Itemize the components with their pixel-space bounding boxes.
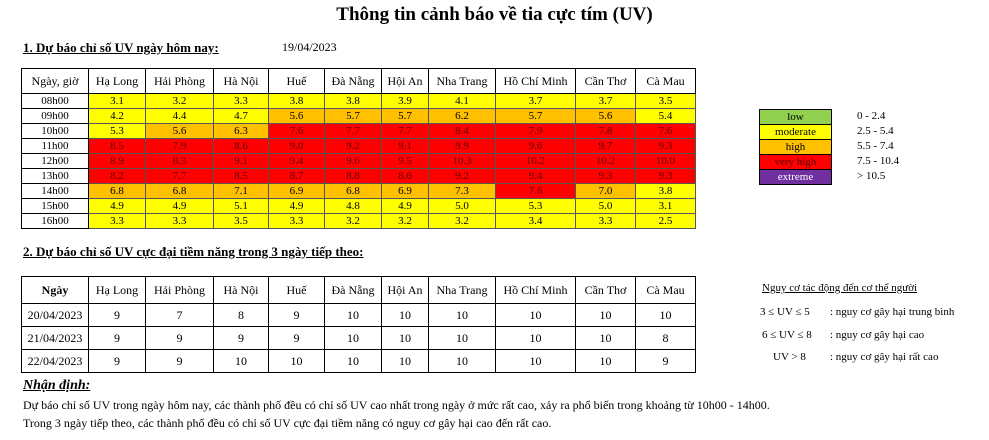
- uv-cell: 7.0: [576, 184, 636, 199]
- table-row: [22, 169, 696, 184]
- uv-cell: 3.2: [325, 214, 382, 229]
- city-header: Nha Trang: [429, 277, 496, 304]
- legend-swatch: extreme: [759, 169, 832, 185]
- risk-item: [760, 329, 924, 341]
- uv-cell: 5.1: [214, 199, 269, 214]
- uv-cell: 3.5: [214, 214, 269, 229]
- uv-max-cell: 9: [269, 327, 325, 350]
- uv-cell: 8.4: [429, 124, 496, 139]
- uv-cell: 9.6: [496, 139, 576, 154]
- uv-cell: 9.3: [636, 169, 696, 184]
- uv-cell: 5.6: [269, 109, 325, 124]
- uv-cell: 7.6: [496, 184, 576, 199]
- time-label: 08h00: [22, 94, 89, 109]
- uv-cell: 9.3: [576, 169, 636, 184]
- risk-desc: : nguy cơ gây hại rất cao: [830, 351, 939, 363]
- uv-max-cell: 10: [325, 350, 382, 373]
- uv-cell: 3.9: [382, 94, 429, 109]
- table-row: [22, 214, 696, 229]
- city-header: Hải Phòng: [146, 69, 214, 94]
- uv-cell: 4.7: [214, 109, 269, 124]
- forecast-date: 19/04/2023: [282, 40, 337, 54]
- uv-max-cell: 9: [269, 304, 325, 327]
- uv-cell: 8.7: [269, 169, 325, 184]
- uv-cell: 3.2: [429, 214, 496, 229]
- city-header: Huế: [269, 69, 325, 94]
- uv-max-cell: 8: [214, 304, 269, 327]
- table-header-row: [22, 277, 696, 304]
- risk-range: 3 ≤ UV ≤ 5: [760, 306, 810, 318]
- risk-range: 6 ≤ UV ≤ 8: [762, 329, 812, 341]
- city-header: Huế: [269, 277, 325, 304]
- uv-cell: 5.4: [636, 109, 696, 124]
- uv-cell: 6.9: [382, 184, 429, 199]
- table-row: [22, 109, 696, 124]
- city-header: Hạ Long: [89, 69, 146, 94]
- uv-cell: 9.5: [382, 154, 429, 169]
- uv-cell: 3.3: [214, 94, 269, 109]
- uv-cell: 5.7: [382, 109, 429, 124]
- legend-swatch: low: [759, 109, 832, 125]
- uv-cell: 5.6: [146, 124, 214, 139]
- uv-cell: 2.5: [636, 214, 696, 229]
- table-header-row: [22, 69, 696, 94]
- uv-cell: 8.9: [89, 154, 146, 169]
- uv-cell: 8.2: [89, 169, 146, 184]
- uv-max-cell: 10: [576, 350, 636, 373]
- uv-cell: 3.2: [146, 94, 214, 109]
- city-header: Cần Thơ: [576, 69, 636, 94]
- city-header: Đà Nẵng: [325, 277, 382, 304]
- city-header: Cần Thơ: [576, 277, 636, 304]
- uv-max-cell: 10: [382, 304, 429, 327]
- city-header: Hội An: [382, 277, 429, 304]
- uv-max-cell: 10: [325, 304, 382, 327]
- uv-cell: 4.4: [146, 109, 214, 124]
- uv-cell: 8.8: [325, 169, 382, 184]
- uv-max-cell: 9: [214, 327, 269, 350]
- uv-max-cell: 8: [636, 327, 696, 350]
- risk-title: Nguy cơ tác động đến cơ thể người: [762, 282, 918, 294]
- uv-max-cell: 7: [146, 304, 214, 327]
- uv-cell: 9.2: [429, 169, 496, 184]
- city-header: Hồ Chí Minh: [496, 277, 576, 304]
- uv-max-cell: 10: [636, 304, 696, 327]
- time-label: 13h00: [22, 169, 89, 184]
- uv-cell: 4.9: [146, 199, 214, 214]
- uv-max-cell: 10: [429, 304, 496, 327]
- uv-cell: 3.5: [636, 94, 696, 109]
- uv-cell: 9.1: [214, 154, 269, 169]
- city-header: Cà Mau: [636, 277, 696, 304]
- uv-max-cell: 10: [576, 327, 636, 350]
- uv-max-cell: 9: [89, 327, 146, 350]
- uv-cell: 7.7: [382, 124, 429, 139]
- uv-cell: 7.7: [325, 124, 382, 139]
- uv-cell: 8.6: [382, 169, 429, 184]
- table-row: [22, 139, 696, 154]
- uv-cell: 9.4: [496, 169, 576, 184]
- time-label: 16h00: [22, 214, 89, 229]
- uv-max-cell: 10: [429, 350, 496, 373]
- table-row: [22, 199, 696, 214]
- uv-cell: 3.3: [576, 214, 636, 229]
- uv-max-cell: 10: [214, 350, 269, 373]
- table-row: [22, 184, 696, 199]
- corner-label: Ngày: [22, 277, 89, 304]
- uv-cell: 3.1: [89, 94, 146, 109]
- uv-cell: 9.4: [269, 154, 325, 169]
- risk-desc: : nguy cơ gây hại trung bình: [830, 306, 955, 318]
- uv-cell: 3.2: [382, 214, 429, 229]
- uv-cell: 4.1: [429, 94, 496, 109]
- table-row: [22, 350, 696, 373]
- uv-cell: 3.8: [269, 94, 325, 109]
- date-label: 20/04/2023: [22, 304, 89, 327]
- uv-max-cell: 9: [146, 327, 214, 350]
- uv-cell: 7.1: [214, 184, 269, 199]
- uv-max-cell: 9: [146, 350, 214, 373]
- risk-item: [760, 306, 954, 318]
- time-label: 09h00: [22, 109, 89, 124]
- city-header: Hà Nội: [214, 277, 269, 304]
- uv-cell: 4.9: [382, 199, 429, 214]
- city-header: Hải Phòng: [146, 277, 214, 304]
- time-label: 14h00: [22, 184, 89, 199]
- city-header: Nha Trang: [429, 69, 496, 94]
- table-row: [22, 124, 696, 139]
- time-label: 15h00: [22, 199, 89, 214]
- uv-cell: 4.9: [89, 199, 146, 214]
- uv-max-3day-table: [21, 276, 696, 373]
- uv-cell: 6.8: [325, 184, 382, 199]
- uv-cell: 5.0: [576, 199, 636, 214]
- risk-item: [760, 351, 938, 363]
- uv-cell: 7.6: [636, 124, 696, 139]
- city-header: Hạ Long: [89, 277, 146, 304]
- uv-cell: 5.0: [429, 199, 496, 214]
- uv-cell: 3.7: [576, 94, 636, 109]
- uv-hourly-table: [21, 68, 696, 229]
- note-line: Trong 3 ngày tiếp theo, các thành phố đều có chỉ số UV cực đại tiềm năng có nguy cơ gây hại cao đến rất cao.: [23, 416, 552, 430]
- uv-cell: 10.3: [429, 154, 496, 169]
- uv-cell: 3.8: [636, 184, 696, 199]
- uv-cell: 6.8: [89, 184, 146, 199]
- uv-cell: 3.3: [146, 214, 214, 229]
- date-label: 22/04/2023: [22, 350, 89, 373]
- legend-range: 2.5 - 5.4: [857, 125, 894, 137]
- uv-cell: 9.2: [325, 139, 382, 154]
- uv-cell: 4.9: [269, 199, 325, 214]
- uv-cell: 7.7: [146, 169, 214, 184]
- uv-cell: 5.7: [325, 109, 382, 124]
- uv-cell: 3.3: [89, 214, 146, 229]
- legend-swatch: moderate: [759, 124, 832, 140]
- section2-heading: 2. Dự báo chỉ số UV cực đại tiềm năng trong 3 ngày tiếp theo:: [23, 244, 364, 259]
- page-title: Thông tin cảnh báo về tia cực tím (UV): [336, 4, 653, 25]
- uv-max-cell: 10: [429, 327, 496, 350]
- city-header: Hội An: [382, 69, 429, 94]
- time-label: 12h00: [22, 154, 89, 169]
- uv-cell: 5.7: [496, 109, 576, 124]
- table-row: [22, 154, 696, 169]
- uv-cell: 8.5: [89, 139, 146, 154]
- uv-cell: 6.3: [214, 124, 269, 139]
- uv-cell: 8.3: [146, 154, 214, 169]
- uv-cell: 4.2: [89, 109, 146, 124]
- uv-cell: 8.5: [214, 169, 269, 184]
- uv-cell: 6.9: [269, 184, 325, 199]
- uv-cell: 10.2: [496, 154, 576, 169]
- city-header: Cà Mau: [636, 69, 696, 94]
- uv-cell: 9.0: [269, 139, 325, 154]
- uv-max-cell: 10: [496, 304, 576, 327]
- uv-max-cell: 10: [325, 327, 382, 350]
- legend-range: > 10.5: [857, 170, 886, 182]
- uv-cell: 9.9: [429, 139, 496, 154]
- uv-cell: 5.3: [89, 124, 146, 139]
- city-header: Đà Nẵng: [325, 69, 382, 94]
- uv-max-cell: 10: [269, 350, 325, 373]
- uv-cell: 4.8: [325, 199, 382, 214]
- uv-max-cell: 10: [496, 350, 576, 373]
- uv-cell: 5.6: [576, 109, 636, 124]
- time-label: 11h00: [22, 139, 89, 154]
- uv-cell: 3.8: [325, 94, 382, 109]
- uv-max-cell: 9: [636, 350, 696, 373]
- table-row: [22, 327, 696, 350]
- uv-max-cell: 10: [382, 327, 429, 350]
- legend-swatch: high: [759, 139, 832, 155]
- uv-cell: 9.1: [382, 139, 429, 154]
- risk-desc: : nguy cơ gây hại cao: [830, 329, 925, 341]
- uv-cell: 3.3: [269, 214, 325, 229]
- uv-cell: 5.3: [496, 199, 576, 214]
- uv-max-cell: 9: [89, 350, 146, 373]
- legend-swatch: very high: [759, 154, 832, 170]
- uv-cell: 6.8: [146, 184, 214, 199]
- uv-max-cell: 10: [496, 327, 576, 350]
- time-label: 10h00: [22, 124, 89, 139]
- date-label: 21/04/2023: [22, 327, 89, 350]
- city-header: Hà Nội: [214, 69, 269, 94]
- risk-range: UV > 8: [773, 351, 806, 363]
- corner-label: Ngày, giờ: [22, 69, 89, 94]
- uv-cell: 10.2: [576, 154, 636, 169]
- uv-cell: 10.0: [636, 154, 696, 169]
- uv-cell: 9.7: [576, 139, 636, 154]
- uv-cell: 9.3: [636, 139, 696, 154]
- notes-heading: Nhận định:: [23, 378, 91, 393]
- uv-max-cell: 10: [382, 350, 429, 373]
- table-row: [22, 94, 696, 109]
- legend-range: 7.5 - 10.4: [857, 155, 900, 167]
- uv-cell: 8.6: [214, 139, 269, 154]
- legend-range: 0 - 2.4: [857, 110, 886, 122]
- uv-cell: 7.3: [429, 184, 496, 199]
- uv-cell: 7.9: [496, 124, 576, 139]
- uv-cell: 7.6: [269, 124, 325, 139]
- uv-cell: 7.8: [576, 124, 636, 139]
- uv-max-cell: 10: [576, 304, 636, 327]
- city-header: Hồ Chí Minh: [496, 69, 576, 94]
- uv-cell: 7.9: [146, 139, 214, 154]
- section1-heading: 1. Dự báo chỉ số UV ngày hôm nay:: [23, 40, 219, 55]
- uv-cell: 6.2: [429, 109, 496, 124]
- uv-cell: 9.6: [325, 154, 382, 169]
- note-line: Dự báo chỉ số UV trong ngày hôm nay, các thành phố đều có chỉ số UV cao nhất trong ngày ở mức rất cao, xảy ra phổ biến trong khoảng từ 10h00 - 14h00.: [23, 398, 770, 412]
- uv-cell: 3.7: [496, 94, 576, 109]
- legend-range: 5.5 - 7.4: [857, 140, 894, 152]
- table-row: [22, 304, 696, 327]
- uv-max-cell: 9: [89, 304, 146, 327]
- uv-cell: 3.4: [496, 214, 576, 229]
- uv-cell: 3.1: [636, 199, 696, 214]
